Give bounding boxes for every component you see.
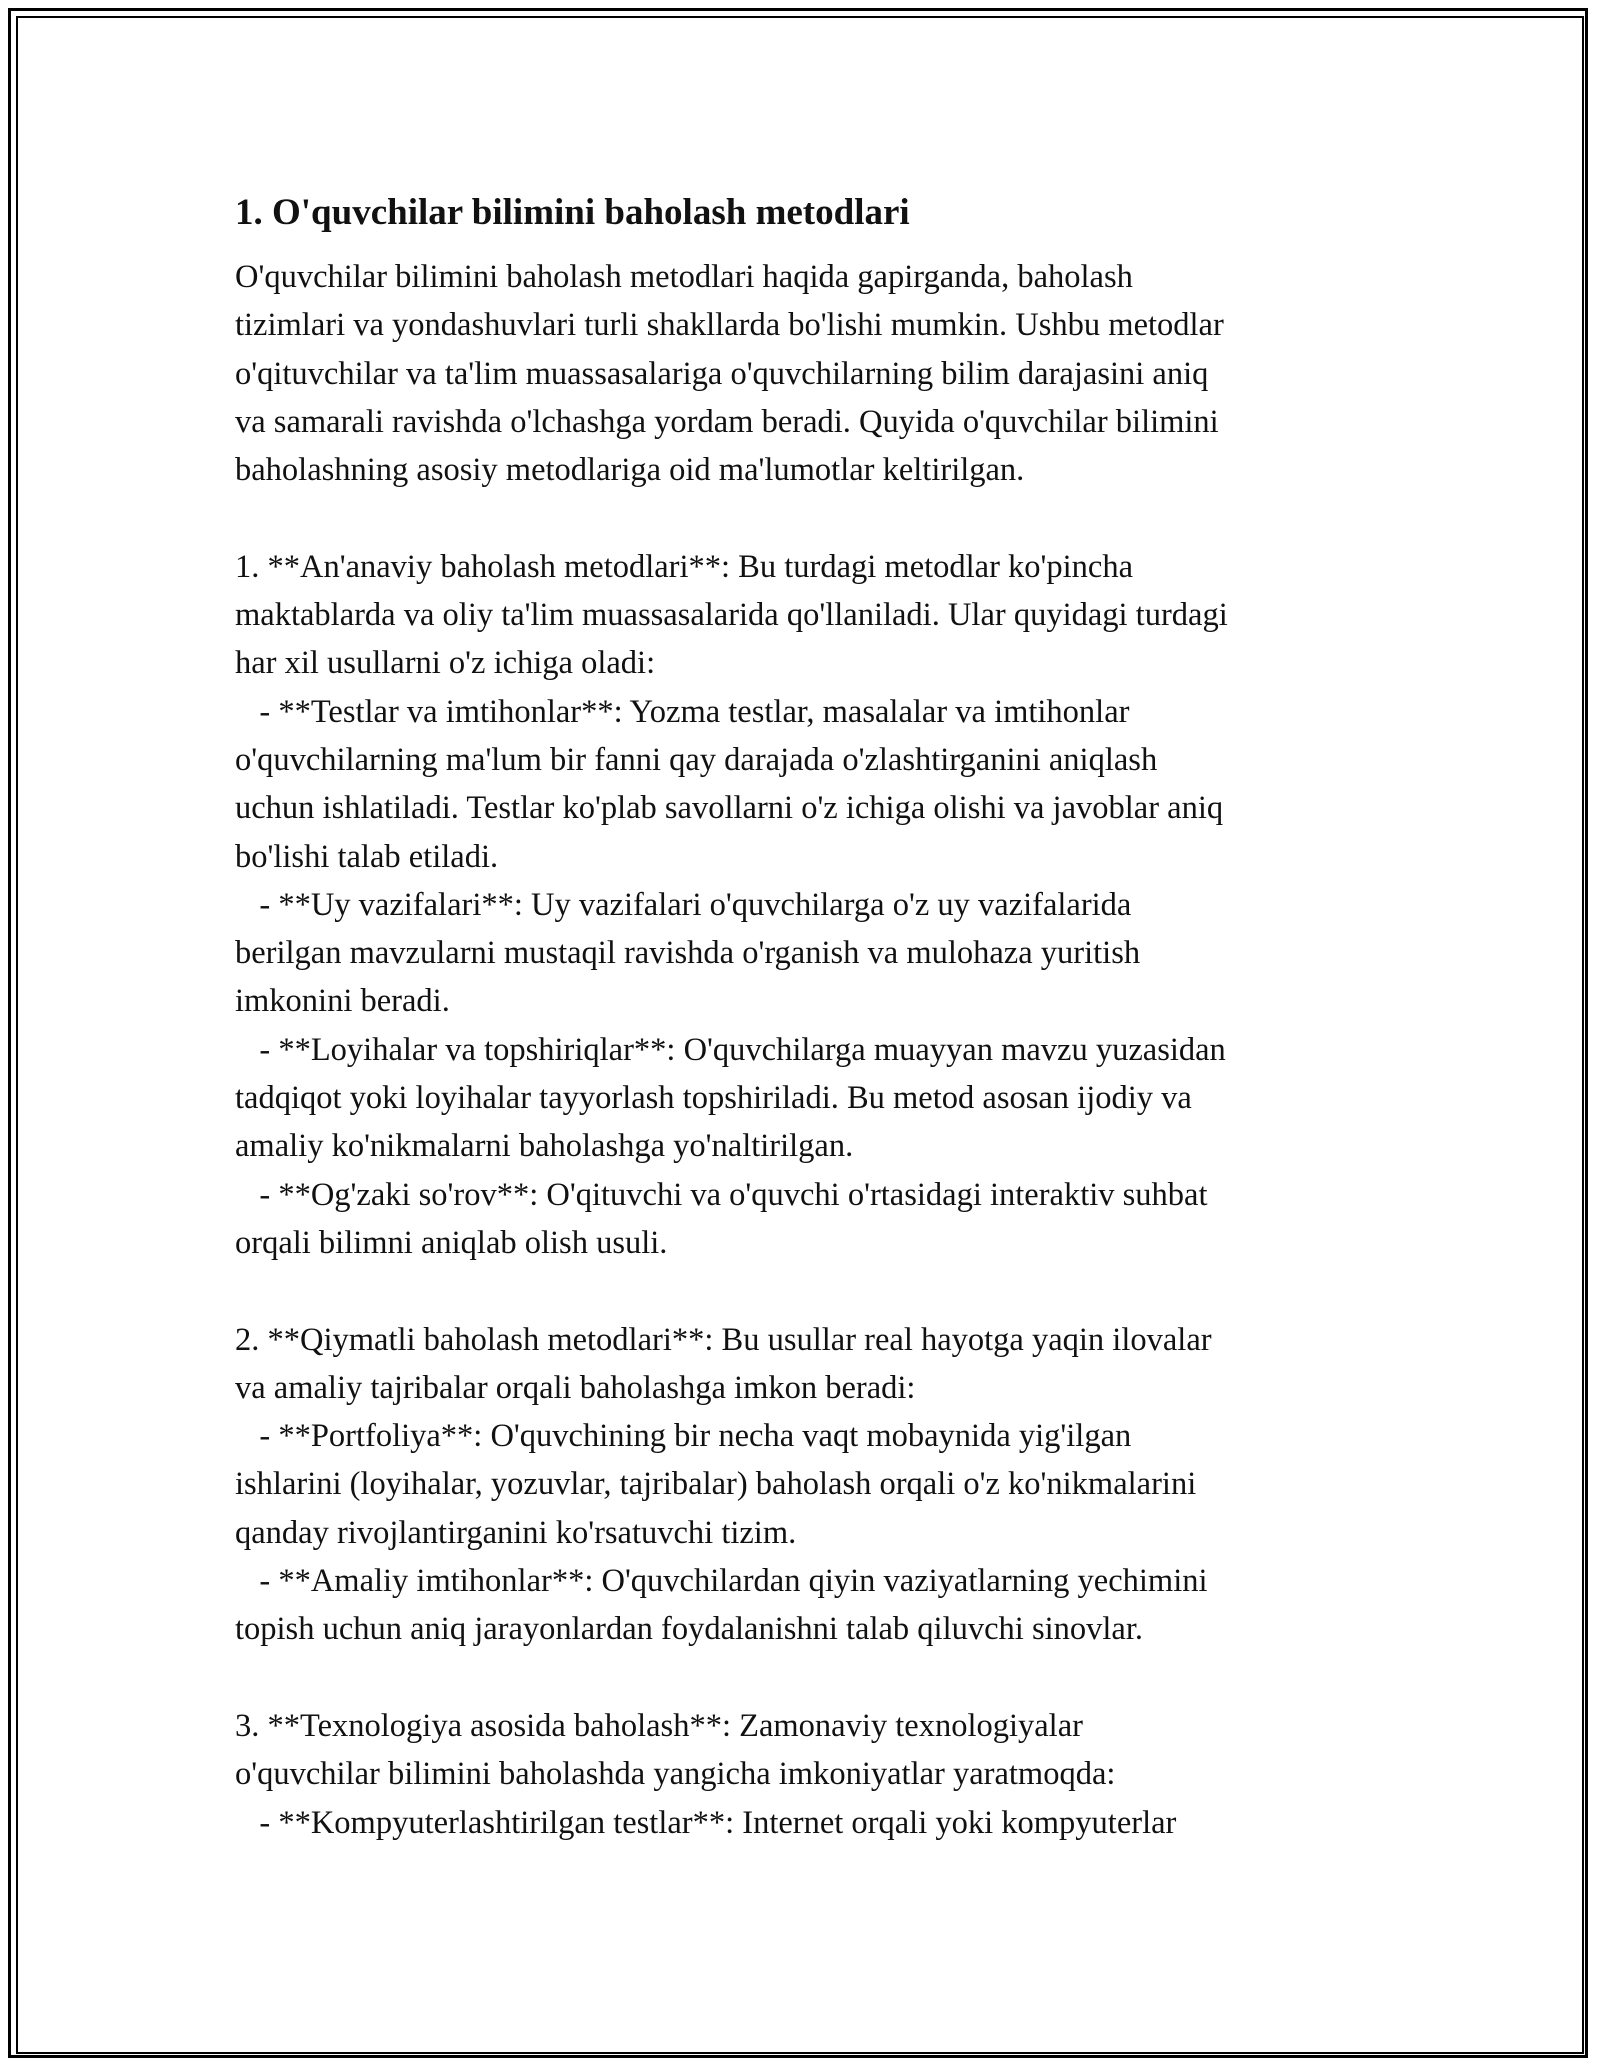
text-line: berilgan mavzularni mustaqil ravishda o'rganish va mulohaza yuritish [235,935,1141,972]
text-line: amaliy ko'nikmalarni baholashga yo'naltirilgan. [235,1128,854,1165]
text-line: imkonini beradi. [235,983,450,1020]
text-line: o'qituvchilar va ta'lim muassasalariga o'quvchilarning bilim darajasini aniq [235,355,1209,392]
text-line: uchun ishlatiladi. Testlar ko'plab savollarni o'z ichiga olishi va javoblar aniq [235,790,1224,827]
text-line: qanday rivojlantirganini ko'rsatuvchi tizim. [235,1514,797,1551]
blank-line [235,1267,1365,1315]
blank-line [235,1654,1365,1702]
text-line: tizimlari va yondashuvlari turli shakllarda bo'lishi mumkin. Ushbu metodlar [235,307,1224,344]
text-line: va amaliy tajribalar orqali baholashga imkon beradi: [235,1369,916,1406]
text-line: - **Testlar va imtihonlar**: Yozma testlar, masalalar va imtihonlar [235,693,1130,730]
paragraph-text [235,253,1365,1847]
text-line: O'quvchilar bilimini baholash metodlari haqida gapirganda, baholash [235,259,1133,295]
text-line: baholashning asosiy metodlariga oid ma'lumotlar keltirilgan. [235,452,1025,489]
text-line: o'quvchilarning ma'lum bir fanni qay darajada o'zlashtirganini aniqlash [235,741,1158,778]
text-line: bo'lishi talab etiladi. [235,838,499,875]
text-line: 1. **An'anaviy baholash metodlari**: Bu turdagi metodlar ko'pincha [235,548,1134,585]
text-line: - **Loyihalar va topshiriqlar**: O'quvchilarga muayyan mavzu yuzasidan [235,1031,1226,1068]
text-line: topish uchun aniq jarayonlardan foydalanishni talab qiluvchi sinovlar. [235,1611,1143,1648]
blank-line [235,494,1365,542]
text-line: ishlarini (loyihalar, yozuvlar, tajribalar) baholash orqali o'z ko'nikmalarini [235,1466,1197,1503]
text-line: orqali bilimni aniqlab olish usuli. [235,1224,668,1261]
text-line: tadqiqot yoki loyihalar tayyorlash topshiriladi. Bu metod asosan ijodiy va [235,1080,1192,1117]
text-line: - **Amaliy imtihonlar**: O'quvchilardan qiyin vaziyatlarning yechimini [235,1563,1208,1600]
text-line: - **Portfoliya**: O'quvchining bir necha vaqt mobaynida yig'ilgan [235,1418,1132,1455]
text-line: - **Kompyuterlashtirilgan testlar**: Internet orqali yoki kompyuterlar [235,1804,1177,1841]
text-line: va samarali ravishda o'lchashga yordam beradi. Quyida o'quvchilar bilimini [235,403,1219,440]
text-line: - **Og'zaki so'rov**: O'qituvchi va o'quvchi o'rtasidagi interaktiv suhbat [235,1176,1208,1213]
text-line: maktablarda va oliy ta'lim muassasalarida qo'llaniladi. Ular quyidagi turdagi [235,597,1228,634]
text-line: 3. **Texnologiya asosida baholash**: Zamonaviy texnologiyalar [235,1707,1083,1744]
section-heading: 1. O'quvchilar bilimini baholash metodlari [235,192,910,233]
document-body [235,185,1365,1847]
text-line: har xil usullarni o'z ichiga oladi: [235,645,656,682]
text-line: 2. **Qiymatli baholash metodlari**: Bu usullar real hayotga yaqin ilovalar [235,1321,1212,1358]
text-line: - **Uy vazifalari**: Uy vazifalari o'quvchilarga o'z uy vazifalarida [235,886,1132,923]
text-line: o'quvchilar bilimini baholashda yangicha imkoniyatlar yaratmoqda: [235,1756,1116,1793]
